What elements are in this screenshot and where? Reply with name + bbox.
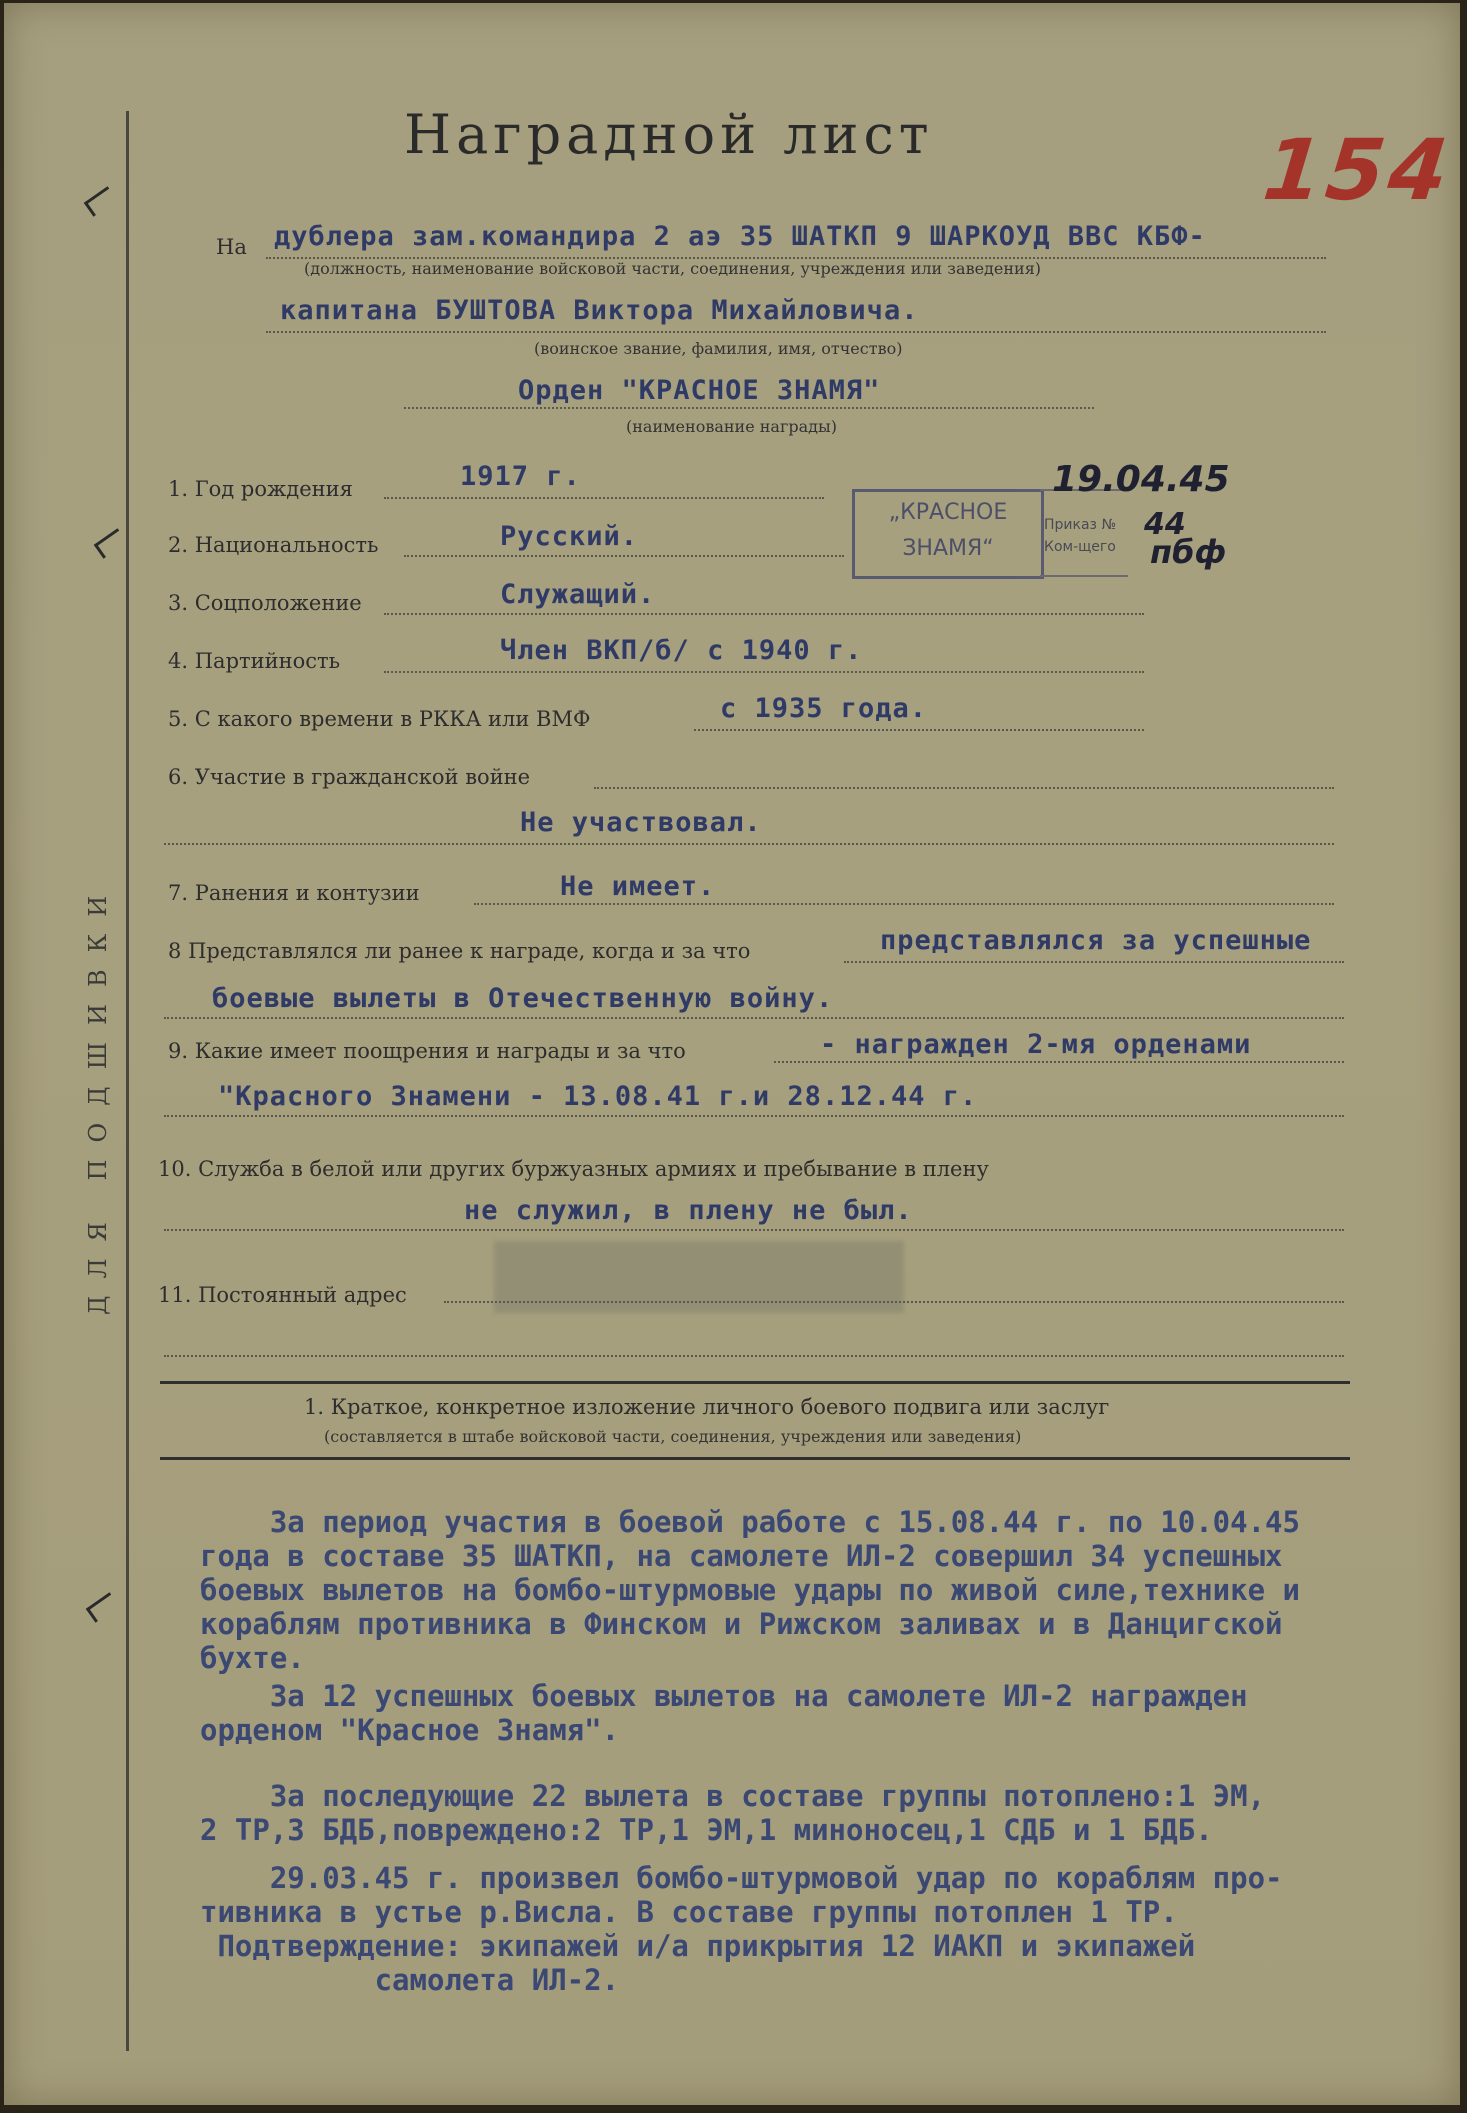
field-4-value: Член ВКП/б/ с 1940 г. [500,635,863,666]
name-caption: (воинское звание, фамилия, имя, отчество) [534,339,903,358]
award-value: Орден "КРАСНОЕ ЗНАМЯ" [518,375,881,406]
dotted-line [774,1061,1344,1063]
field-3-value: Служащий. [500,579,656,610]
handwritten-date: 19.04.45 [1052,459,1230,500]
document-title: Наградной лист [404,103,934,166]
position-value: дублера зам.командира 2 аэ 35 ШАТКП 9 ШАРКОУД ВВС КБФ- [274,221,1206,252]
staple-hole-mark [84,186,118,217]
staple-hole-mark [94,528,128,559]
margin-line [126,111,129,2051]
field-3-label: 3. Соцположение [168,591,362,615]
dotted-line [594,787,1334,789]
handwritten-number: 44 [1144,507,1186,542]
staple-hole-mark [86,1592,120,1623]
dotted-line [266,331,1326,333]
dotted-line [384,497,824,499]
narrative-paragraph-3: За последующие 22 вылета в составе группы потоплено:1 ЭМ, 2 ТР,3 БДБ,повреждено:2 ТР,1 ЭМ,1 миноносец,1 СДБ и 1 БДБ. [200,1779,1266,1847]
field-9-label: 9. Какие имеет поощрения и награды и за что [168,1039,686,1063]
dotted-line [384,671,1144,673]
dotted-line [844,961,1344,963]
field-1-value: 1917 г. [460,461,581,492]
dotted-line [694,729,1144,731]
dotted-line [164,1115,1344,1117]
narrative-paragraph-2: За 12 успешных боевых вылетов на самолете ИЛ-2 награжден орденом "Красное Знамя". [200,1679,1248,1747]
field-4-label: 4. Партийность [168,649,341,673]
stamp-order-box: Приказ № Ком-щего [1040,489,1128,577]
dotted-line [164,1355,1344,1357]
name-value: капитана БУШТОВА Виктора Михайловича. [280,295,919,326]
section-rule-bottom [160,1457,1350,1460]
field-1-label: 1. Год рождения [168,477,353,501]
field-11-label: 11. Постоянный адрес [158,1283,407,1307]
field-5-value: с 1935 года. [720,693,928,724]
field-10-value: не служил, в плену не был. [464,1195,913,1226]
dotted-line [164,843,1334,845]
field-8-value: представлялся за успешные [880,925,1312,956]
dotted-line [404,407,1094,409]
field-7-label: 7. Ранения и контузии [168,881,420,905]
narrative-paragraph-4: 29.03.45 г. произвел бомбо-штурмовой удар по кораблям про- тивника в устье р.Висла. В составе группы потоплен 1 ТР. Подтверждение: экипажей и/а прикрытия 12 ИАКП и экипажей самолета ИЛ-2. [200,1861,1283,1997]
field-7-value: Не имеет. [560,871,716,902]
section-rule-top [160,1381,1350,1384]
award-stamp: „КРАСНОЕ ЗНАМЯ“ [852,489,1044,579]
archive-number: 154 [1258,121,1457,219]
position-caption: (должность, наименование войсковой части, соединения, учреждения или заведения) [304,259,1042,278]
field-2-value: Русский. [500,521,639,552]
to-label: На [216,235,247,259]
award-sheet [4,3,1460,2105]
field-5-label: 5. С какого времени в РККА или ВМФ [168,707,591,731]
side-caption: ДЛЯ ПОДШИВКИ [84,878,112,1315]
field-8-value-cont: боевые вылеты в Отечественную войну. [212,983,834,1014]
dotted-line [164,1017,1344,1019]
field-6-label: 6. Участие в гражданской войне [168,765,531,789]
handwritten-signature: пбф [1150,533,1227,571]
field-6-value: Не участвовал. [520,807,762,838]
field-9-value: - награжден 2-мя орденами [820,1029,1252,1060]
field-10-label: 10. Служба в белой или других буржуазных армиях и пребывание в плену [158,1157,989,1181]
field-8-label: 8 Представлялся ли ранее к награде, когда и за что [168,939,751,963]
field-2-label: 2. Национальность [168,533,379,557]
section-subheading: (составляется в штабе войсковой части, соединения, учреждения или заведения) [324,1427,1022,1446]
dotted-line [474,903,1334,905]
dotted-line [444,1301,1344,1303]
dotted-line [164,1229,1344,1231]
section-heading: 1. Краткое, конкретное изложение личного боевого подвига или заслуг [304,1395,1110,1419]
narrative-paragraph-1: За период участия в боевой работе с 15.08.44 г. по 10.04.45 года в составе 35 ШАТКП, на самолете ИЛ-2 совершил 34 успешных боевых вылетов на бомбо-штурмовые удары по живой силе,технике и кораблям противника в Финском и Рижском заливах и в Данцигской бухте. [200,1505,1300,1675]
dotted-line [404,555,844,557]
dotted-line [384,613,1144,615]
award-caption: (наименование награды) [626,417,837,436]
field-9-value-cont: "Красного Знамени - 13.08.41 г.и 28.12.44 г. [218,1081,978,1112]
